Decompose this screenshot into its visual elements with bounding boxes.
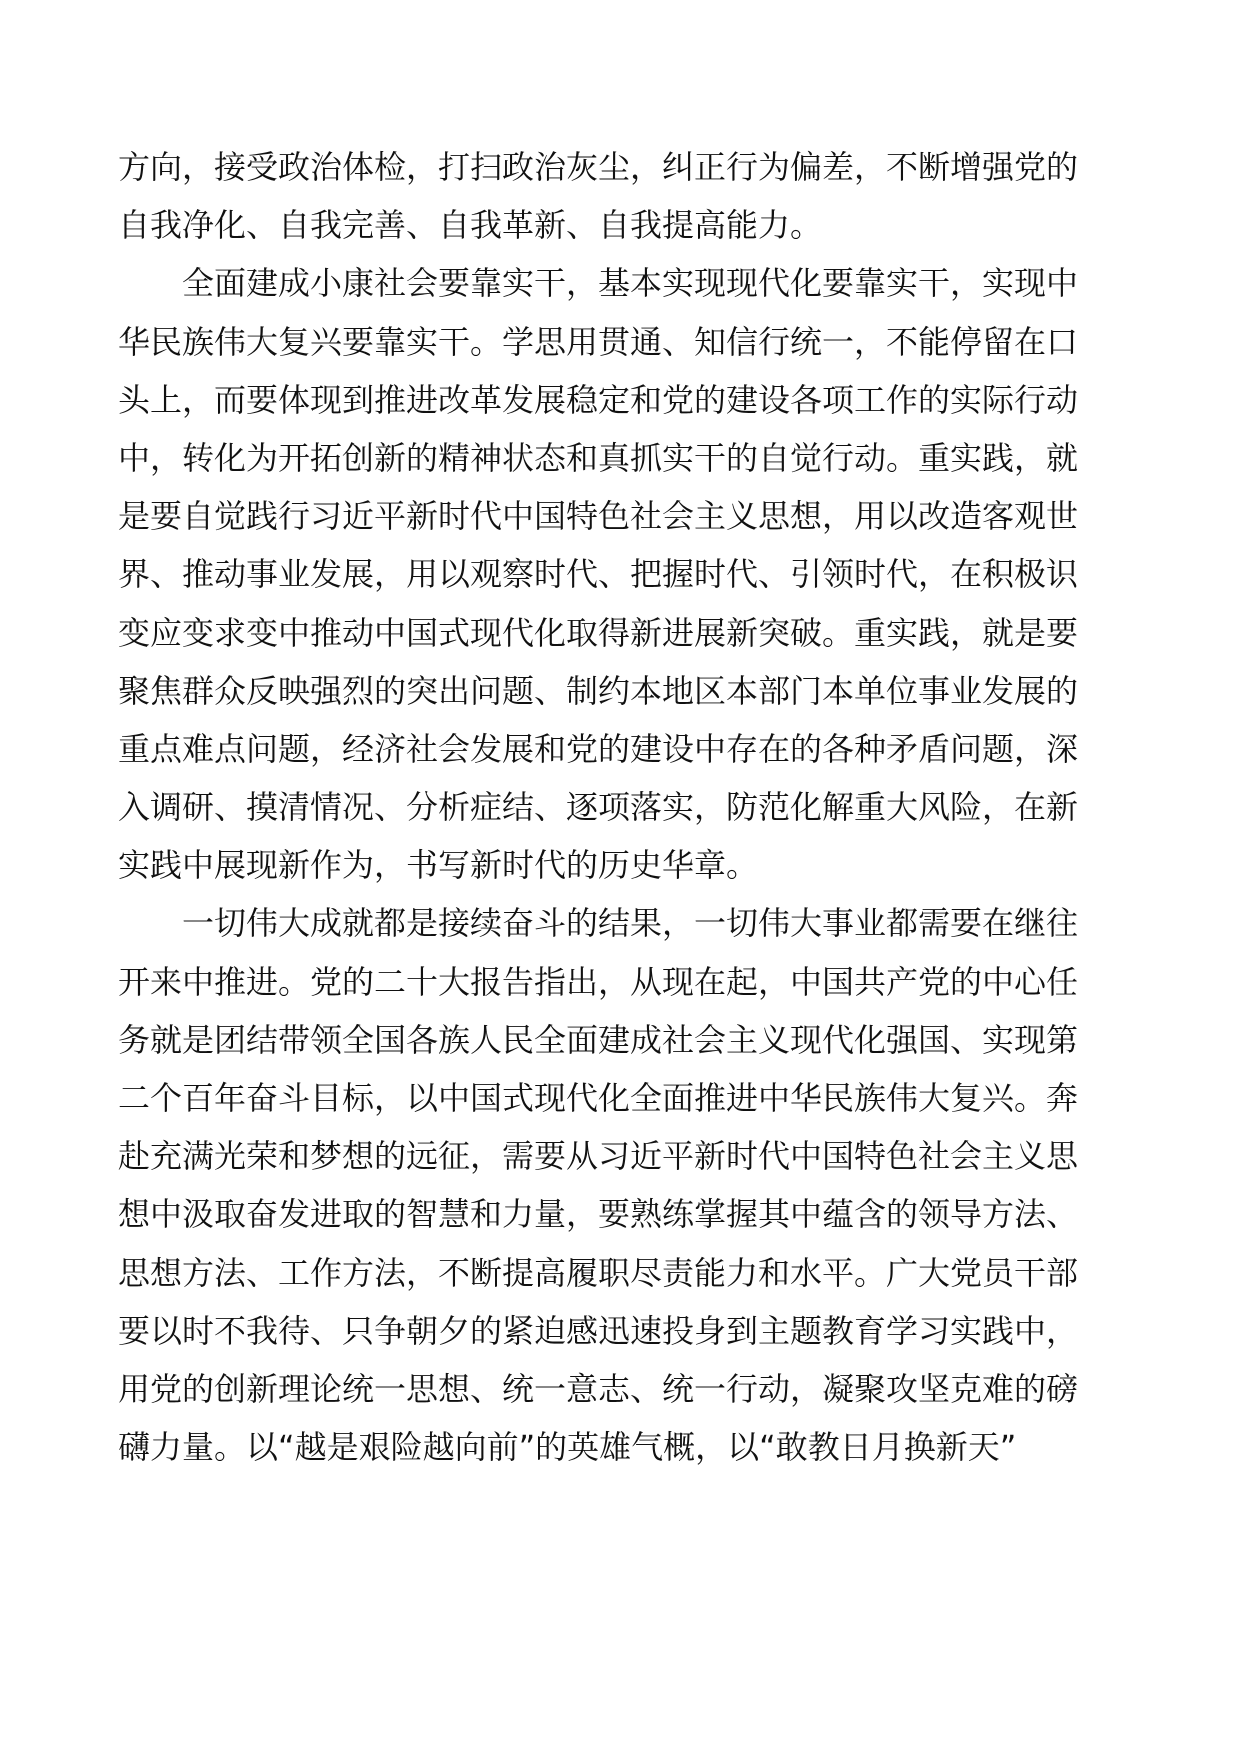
text-line: 要以时不我待、只争朝夕的紧迫感迅速投身到主题教育学习实践中， bbox=[118, 1311, 1079, 1350]
text-line: 入调研、摸清情况、分析症结、逐项落实，防范化解重大风险，在新 bbox=[118, 788, 1079, 827]
text-line: 实践中展现新作为，书写新时代的历史华章。 bbox=[118, 846, 759, 885]
text-line: 思想方法、工作方法，不断提高履职尽责能力和水平。广大党员干部 bbox=[118, 1253, 1079, 1292]
text-line: 想中汲取奋发进取的智慧和力量，要熟练掌握其中蕴含的领导方法、 bbox=[118, 1195, 1079, 1234]
text-line: 用党的创新理论统一思想、统一意志、统一行动，凝聚攻坚克难的磅 bbox=[118, 1369, 1079, 1408]
text-line: 礴力量。以“越是艰险越向前”的英雄气概，以“敢教日月换新天” bbox=[118, 1428, 1017, 1467]
text-line: 自我净化、自我完善、自我革新、自我提高能力。 bbox=[118, 206, 823, 245]
text-line: 华民族伟大复兴要靠实干。学思用贯通、知信行统一，不能停留在口 bbox=[118, 322, 1079, 361]
text-line: 开来中推进。党的二十大报告指出，从现在起，中国共产党的中心任 bbox=[118, 962, 1079, 1001]
text-line: 方向，接受政治体检，打扫政治灰尘，纠正行为偏差，不断增强党的 bbox=[118, 148, 1079, 186]
text-line: 务就是团结带领全国各族人民全面建成社会主义现代化强国、实现第 bbox=[118, 1020, 1079, 1059]
paragraph-first-line: 一切伟大成就都是接续奋斗的结果，一切伟大事业都需要在继往 bbox=[182, 904, 1079, 943]
text-line: 二个百年奋斗目标，以中国式现代化全面推进中华民族伟大复兴。奔 bbox=[118, 1079, 1079, 1117]
document-body bbox=[118, 138, 1128, 1476]
text-line: 中，转化为开拓创新的精神状态和真抓实干的自觉行动。重实践，就 bbox=[118, 438, 1079, 477]
text-line: 界、推动事业发展，用以观察时代、把握时代、引领时代，在积极识 bbox=[118, 555, 1079, 594]
text-line: 变应变求变中推动中国式现代化取得新进展新突破。重实践，就是要 bbox=[118, 613, 1079, 652]
paragraph-first-line: 全面建成小康社会要靠实干，基本实现现代化要靠实干，实现中 bbox=[182, 264, 1079, 303]
text-line: 聚焦群众反映强烈的突出问题、制约本地区本部门本单位事业发展的 bbox=[118, 671, 1079, 710]
text-line: 头上，而要体现到推进改革发展稳定和党的建设各项工作的实际行动 bbox=[118, 380, 1079, 419]
text-line: 是要自觉践行习近平新时代中国特色社会主义思想，用以改造客观世 bbox=[118, 497, 1079, 536]
text-line: 赴充满光荣和梦想的远征，需要从习近平新时代中国特色社会主义思 bbox=[118, 1137, 1079, 1176]
text-line: 重点难点问题，经济社会发展和党的建设中存在的各种矛盾问题，深 bbox=[118, 729, 1079, 768]
